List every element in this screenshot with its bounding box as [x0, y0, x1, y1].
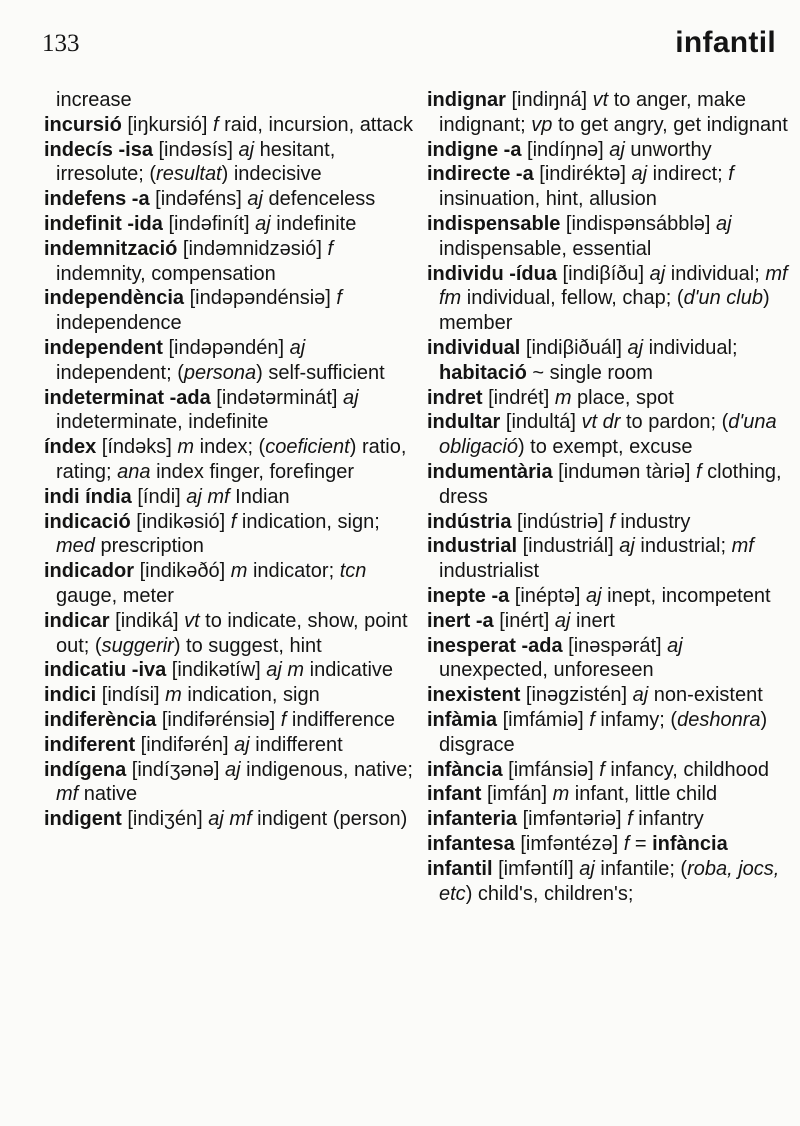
definition-text: [imfəntəriə]: [517, 808, 628, 831]
definition-text: indifference: [286, 708, 395, 731]
headword: infància: [652, 832, 728, 855]
definition-text: native: [78, 783, 138, 806]
definition-text: [índi]: [131, 485, 187, 508]
dictionary-entry: [44, 336, 416, 386]
headword: indignar: [427, 89, 506, 111]
running-head: infantil: [675, 26, 776, 59]
definition-text: unexpected, unforeseen: [439, 659, 654, 682]
grammar-label: f: [212, 113, 219, 136]
dictionary-entry: [427, 609, 789, 634]
headword: indefinit -ida: [44, 212, 163, 235]
dictionary-entry: [427, 782, 789, 807]
definition-text: [inéptə]: [509, 584, 586, 607]
definition-text: to get angry, get indignant: [552, 113, 788, 136]
headword: indefens -a: [44, 188, 150, 211]
definition-text: hesitant, irresolute; (: [56, 138, 336, 186]
definition-text: to indicate, show, point out; (: [56, 609, 408, 657]
dictionary-entry: [427, 262, 789, 336]
dictionary-entry: [427, 708, 789, 758]
definition-text: infantry: [632, 808, 704, 831]
definition-text: indirect;: [647, 163, 729, 186]
definition-text: [indiβíðu]: [557, 262, 650, 285]
definition-text: [indəpəndén]: [162, 336, 290, 359]
dictionary-entry: [427, 584, 789, 609]
grammar-label: mf fm: [439, 262, 788, 310]
grammar-label: aj: [289, 336, 306, 359]
definition-text: [indumən tàriə]: [552, 460, 696, 483]
definition-text: inept, incompetent: [601, 584, 771, 607]
dictionary-entry: [427, 410, 789, 460]
headword: indultar: [427, 411, 501, 434]
grammar-label: med: [56, 535, 95, 558]
dictionary-entry: [44, 386, 416, 436]
definition-text: [indikəsió]: [130, 510, 231, 533]
definition-text: [indəsís]: [152, 138, 239, 161]
grammar-label: aj: [649, 262, 666, 285]
grammar-label: aj: [343, 386, 359, 409]
definition-text: indigent (person): [251, 808, 408, 831]
definition-text: [indiréktə]: [533, 163, 632, 186]
dictionary-entry: [44, 683, 416, 708]
definition-text: [indiŋná]: [505, 89, 593, 111]
definition-text: indifferent: [249, 733, 343, 756]
definition-text: [indifərén]: [135, 733, 235, 756]
definition-text: [imfəntíl]: [492, 857, 580, 880]
definition-text: [indikətíw]: [166, 659, 267, 682]
headword: incursió: [44, 113, 122, 136]
definition-text: industry: [614, 510, 691, 533]
definition-text: ) indecisive: [221, 163, 322, 186]
definition-text: Indian: [229, 485, 290, 508]
grammar-label: f: [696, 460, 702, 483]
definition-text: independence: [56, 312, 182, 335]
definition-text: to anger, make indignant;: [439, 89, 747, 136]
definition-text: non-existent: [648, 684, 763, 707]
definition-text: [indrét]: [482, 386, 555, 409]
grammar-label: f: [589, 708, 595, 731]
dictionary-entry: [44, 435, 416, 485]
dictionary-entry: [427, 88, 789, 138]
definition-text: index finger, forefinger: [150, 460, 354, 483]
definition-text: infantile; (: [594, 857, 688, 880]
headword: indemnització: [44, 237, 178, 260]
grammar-label: roba, jocs, etc: [439, 857, 780, 905]
definition-text: [indíʒənə]: [126, 758, 225, 781]
definition-text: raid, incursion, attack: [218, 113, 414, 136]
dictionary-entry: [44, 609, 416, 659]
grammar-label: f: [327, 237, 333, 260]
grammar-label: vt: [592, 89, 609, 111]
headword: indecís -isa: [44, 138, 153, 161]
dictionary-entry: [44, 88, 416, 113]
definition-text: clothing, dress: [439, 460, 782, 508]
definition-text: [industriál]: [517, 535, 620, 558]
dictionary-entry: [427, 832, 789, 857]
dictionary-entry: [44, 485, 416, 510]
headword: infant: [427, 783, 482, 806]
grammar-label: aj: [554, 609, 571, 632]
definition-text: insinuation, hint, allusion: [439, 188, 657, 211]
dictionary-entry: [427, 138, 789, 163]
headword: infàmia: [427, 708, 498, 731]
definition-text: indicator;: [247, 560, 340, 583]
definition-text: [indifərénsiə]: [156, 708, 281, 731]
definition-text: [indətərminát]: [210, 386, 343, 409]
grammar-label: d'un club: [683, 287, 763, 310]
headword: individual: [427, 336, 521, 359]
dictionary-entry: [427, 460, 789, 510]
definition-text: indemnity, compensation: [56, 262, 276, 285]
headword: indiferent: [44, 733, 136, 756]
definition-text: gauge, meter: [56, 584, 174, 607]
headword: indi índia: [44, 485, 132, 508]
grammar-label: mf: [56, 783, 79, 806]
definition-text: industrial;: [634, 535, 732, 558]
grammar-label: tcn: [339, 560, 367, 583]
definition-text: indefinite: [270, 212, 357, 235]
grammar-label: m: [177, 436, 195, 459]
grammar-label: aj mf: [208, 808, 252, 831]
grammar-label: aj: [585, 584, 602, 607]
definition-text: individual;: [643, 336, 738, 359]
dictionary-entry: [44, 286, 416, 336]
headword: infantil: [427, 857, 493, 880]
headword: indicatiu -iva: [44, 659, 167, 682]
right-column: [427, 88, 789, 906]
grammar-label: m: [165, 684, 182, 707]
definition-text: ) member: [439, 287, 770, 335]
definition-text: [imfán]: [481, 783, 553, 806]
headword: indicació: [44, 510, 131, 533]
grammar-label: m: [552, 783, 570, 806]
dictionary-entry: [44, 187, 416, 212]
headword: indirecte -a: [427, 163, 534, 186]
grammar-label: f: [336, 287, 342, 310]
grammar-label: f: [728, 163, 734, 186]
grammar-label: aj: [627, 336, 644, 359]
headword: inert -a: [427, 609, 494, 632]
grammar-label: d'una obligació: [439, 411, 777, 459]
grammar-label: m: [230, 560, 248, 583]
grammar-label: f: [609, 510, 615, 533]
definition-text: [inəgzistén]: [520, 684, 633, 707]
dictionary-entry: [44, 658, 416, 683]
headword: industrial: [427, 535, 518, 558]
headword: indici: [44, 684, 97, 707]
definition-text: [iŋkursió]: [121, 113, 213, 136]
headword: indumentària: [427, 460, 553, 483]
headword: independent: [44, 336, 163, 359]
definition-text: [indəpəndénsiə]: [184, 287, 337, 310]
dictionary-entry: [427, 534, 789, 584]
headword: indispensable: [427, 212, 561, 235]
dictionary-entry: [427, 857, 789, 907]
headword: indústria: [427, 510, 512, 533]
grammar-label: aj: [579, 857, 595, 880]
dictionary-entry: [427, 807, 789, 832]
dictionary-entry: [427, 510, 789, 535]
definition-text: ) to exempt, excuse: [517, 436, 693, 459]
dictionary-entry: [44, 138, 416, 188]
grammar-label: deshonra: [677, 708, 761, 731]
definition-text: [indíŋnə]: [521, 138, 610, 161]
headword: indicar: [44, 609, 110, 632]
dictionary-entry: [44, 237, 416, 287]
grammar-label: mf: [731, 535, 754, 558]
grammar-label: aj: [631, 163, 648, 186]
dictionary-entry: [427, 386, 789, 411]
grammar-label: aj mf: [186, 485, 230, 508]
headword: indeterminat -ada: [44, 386, 211, 409]
page-number: 133: [42, 30, 80, 57]
headword: indicador: [44, 560, 135, 583]
grammar-label: persona: [183, 361, 257, 384]
definition-text: [indísi]: [96, 684, 166, 707]
definition-text: defenceless: [263, 188, 376, 211]
definition-text: [indəmnidzəsió]: [177, 237, 328, 260]
headword: inepte -a: [427, 584, 510, 607]
grammar-label: aj: [224, 758, 241, 781]
headword: inesperat -ada: [427, 634, 563, 657]
headword: individu -ídua: [427, 262, 557, 285]
definition-text: ) disgrace: [439, 708, 768, 756]
definition-text: individual;: [665, 262, 766, 285]
definition-text: [imfámiə]: [497, 708, 590, 731]
headword: infància: [427, 758, 503, 781]
definition-text: indication, sign;: [236, 510, 380, 533]
definition-text: [indispənsábblə]: [560, 212, 717, 235]
grammar-label: f: [623, 832, 630, 855]
headword: indiferència: [44, 708, 157, 731]
definition-text: industrialist: [439, 560, 540, 583]
grammar-label: aj: [238, 138, 255, 161]
grammar-label: m: [554, 386, 572, 409]
definition-text: [indiká]: [109, 609, 185, 632]
grammar-label: aj m: [266, 659, 305, 682]
grammar-label: f: [230, 510, 237, 533]
grammar-label: aj: [619, 535, 635, 558]
definition-text: indicative: [304, 659, 394, 682]
grammar-label: ana: [117, 460, 151, 483]
definition-text: [imfəntézə]: [514, 832, 624, 855]
headword: indígena: [44, 758, 127, 781]
definition-text: independent; (: [56, 361, 184, 384]
definition-text: =: [629, 832, 653, 855]
definition-text: index; (: [194, 436, 266, 459]
dictionary-entry: [427, 336, 789, 386]
definition-text: [indəféns]: [149, 188, 248, 211]
definition-text: infant, little child: [569, 783, 718, 806]
definition-text: prescription: [94, 535, 204, 558]
dictionary-entry: [44, 113, 416, 138]
grammar-label: vt: [184, 609, 200, 632]
definition-text: ) ratio, rating;: [56, 436, 407, 483]
dictionary-entry: [44, 733, 416, 758]
definition-text: ) self-sufficient: [256, 361, 385, 384]
definition-text: place, spot: [571, 386, 674, 409]
dictionary-entry: [427, 758, 789, 783]
grammar-label: aj: [247, 188, 263, 211]
grammar-label: vp: [531, 113, 553, 136]
grammar-label: aj: [632, 684, 649, 707]
definition-text: [inért]: [493, 609, 555, 632]
grammar-label: resultat: [156, 163, 222, 186]
grammar-label: f: [627, 808, 633, 831]
definition-text: inert: [570, 609, 615, 632]
definition-text: individual, fellow, chap; (: [461, 287, 684, 310]
headword: infantesa: [427, 832, 515, 855]
headword: indigne -a: [427, 138, 522, 161]
grammar-label: f: [599, 758, 605, 781]
grammar-label: vt dr: [581, 411, 621, 434]
dictionary-entry: [427, 162, 789, 212]
definition-text: unworthy: [624, 138, 712, 161]
definition-text: to pardon; (: [620, 411, 729, 434]
grammar-label: suggerir: [101, 634, 174, 657]
grammar-label: aj: [255, 212, 271, 235]
headword: independència: [44, 287, 185, 310]
definition-text: [indultá]: [500, 411, 582, 434]
grammar-label: aj: [716, 212, 732, 235]
headword: inexistent: [427, 684, 521, 707]
grammar-label: f: [280, 708, 287, 731]
definition-text: [indikəðó]: [134, 560, 231, 583]
dictionary-entry: [44, 510, 416, 560]
dictionary-entry: [44, 758, 416, 808]
headword: índex: [44, 436, 97, 459]
headword: habitació: [439, 361, 527, 384]
definition-text: [imfánsiə]: [502, 758, 600, 781]
headword: indigent: [44, 808, 122, 831]
grammar-label: coeficient: [265, 436, 350, 459]
dictionary-entry: [427, 212, 789, 262]
definition-text: infamy; (: [594, 708, 678, 731]
grammar-label: aj: [234, 733, 250, 756]
definition-text: [indústriə]: [511, 510, 610, 533]
dictionary-entry: [427, 634, 789, 684]
definition-text: [indiβiðuál]: [520, 336, 628, 359]
definition-text: indispensable, essential: [439, 237, 652, 260]
dictionary-entry: [44, 807, 416, 832]
grammar-label: aj: [667, 634, 683, 657]
left-column: [44, 88, 416, 832]
definition-text: ) child's, children's;: [465, 882, 634, 905]
definition-text: [índəks]: [96, 436, 178, 459]
dictionary-entry: [44, 708, 416, 733]
definition-text: increase: [56, 89, 132, 111]
definition-text: indication, sign: [181, 684, 320, 707]
definition-text: [inəspərát]: [562, 634, 668, 657]
definition-text: ~ single room: [526, 361, 653, 384]
definition-text: indeterminate, indefinite: [56, 411, 269, 434]
headword: indret: [427, 386, 483, 409]
headword: infanteria: [427, 808, 518, 831]
definition-text: indigenous, native;: [240, 758, 413, 781]
definition-text: infancy, childhood: [604, 758, 770, 781]
dictionary-entry: [427, 683, 789, 708]
definition-text: [indiʒén]: [121, 808, 209, 831]
dictionary-entry: [44, 559, 416, 609]
definition-text: [indəfinít]: [162, 212, 256, 235]
definition-text: ) to suggest, hint: [173, 634, 322, 657]
dictionary-entry: [44, 212, 416, 237]
grammar-label: aj: [609, 138, 625, 161]
